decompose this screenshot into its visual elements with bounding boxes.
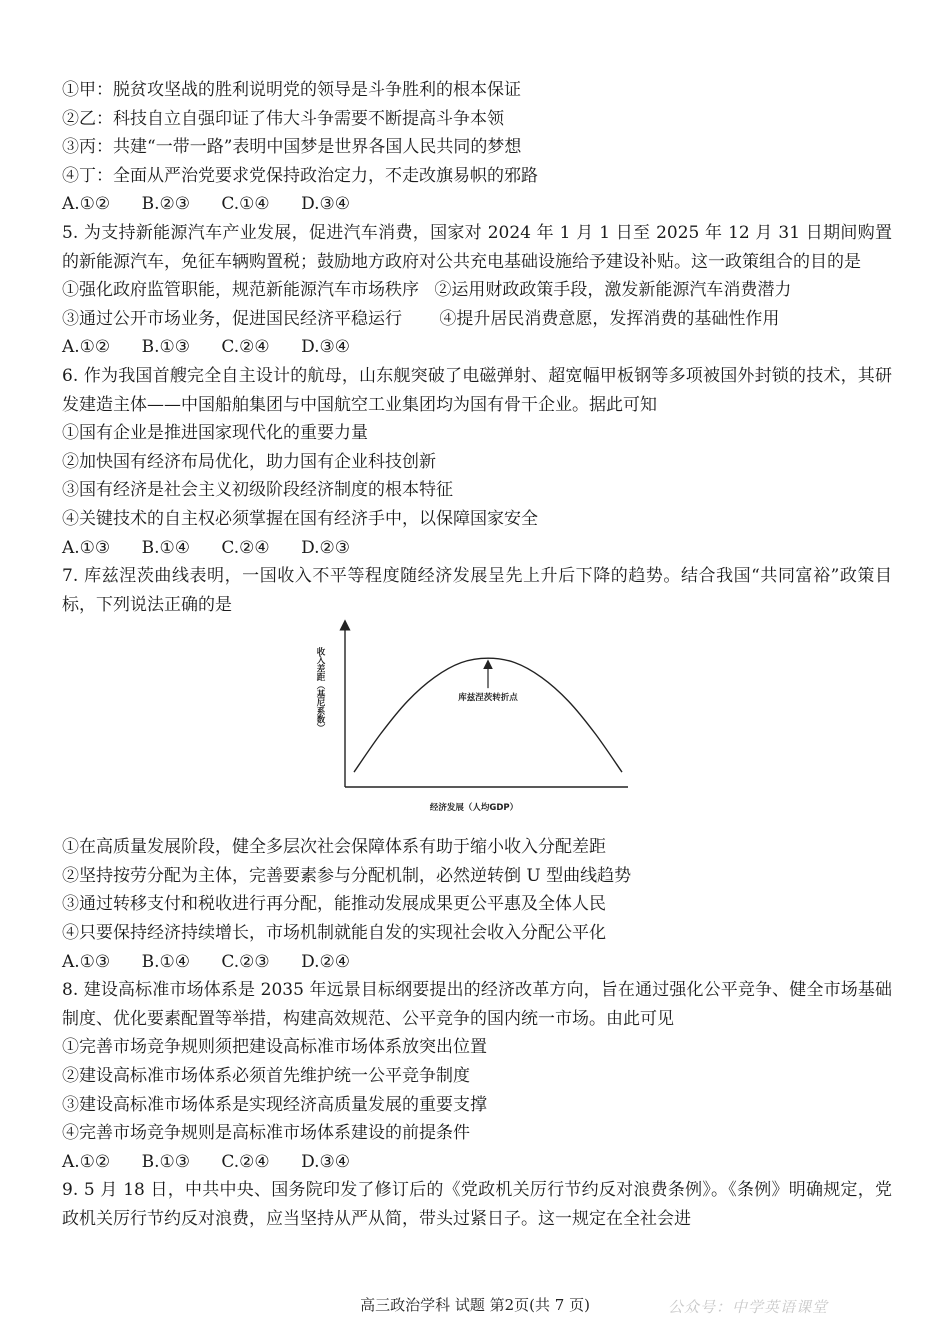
q5-option-b[interactable]: B.①③ [141, 337, 190, 358]
q7-item-2: ②坚持按劳分配为主体，完善要素参与分配机制，必然逆转倒 U 型曲线趋势 [62, 865, 632, 886]
q5-option-c[interactable]: C.②④ [221, 337, 270, 358]
kuznets-curve-chart [62, 619, 892, 833]
q8-item-3: ③建设高标准市场体系是实现经济高质量发展的重要支撑 [62, 1094, 487, 1115]
q7-option-b[interactable]: B.①④ [141, 951, 190, 972]
q7-stem: 7. 库兹涅茨曲线表明，一国收入不平等程度随经济发展呈先上升后下降的趋势。结合我国“共同富裕”政策目标，下列说法正确的是 [62, 566, 892, 615]
q6-option-a[interactable]: A.①③ [62, 537, 111, 558]
q8-option-a[interactable]: A.①② [62, 1151, 111, 1172]
q7-answer-options [62, 948, 892, 977]
q4-option-d[interactable]: D.③④ [301, 194, 350, 215]
q4-item-4: ④丁：全面从严治党要求党保持政治定力，不走改旗易帜的邪路 [62, 165, 538, 186]
q5-stem: 5. 为支持新能源汽车产业发展，促进汽车消费，国家对 2024 年 1 月 1 日至 2025 年 12 月 31 日期间购置的新能源汽车，免征车辆购置税；鼓励地方政府对公共充电基础设施给予建设补贴。这一政策组合的目的是 [62, 222, 892, 272]
q9-stem: 9. 5 月 18 日，中共中央、国务院印发了修订后的《党政机关厉行节约反对浪费条例》。《条例》明确规定，党政机关厉行节约反对浪费，应当坚持从严从简，带头过紧日子。这一规定在全社会进 [62, 1180, 892, 1229]
q5-item-2: ②运用财政政策手段，激发新能源汽车消费潜力 [434, 280, 792, 301]
y-axis-label: 收入差距（基尼系数） [315, 647, 325, 733]
exam-page [62, 76, 892, 1234]
q7-item-3: ③通过转移支付和税收进行再分配，能推动发展成果更公平惠及全体人民 [62, 894, 606, 915]
q6-option-c[interactable]: C.②④ [221, 537, 270, 558]
q6-item-1: ①国有企业是推进国家现代化的重要力量 [62, 423, 368, 444]
q4-item-1: ①甲：脱贫攻坚战的胜利说明党的领导是斗争胜利的根本保证 [62, 80, 521, 100]
q7-option-a[interactable]: A.①③ [62, 951, 111, 972]
q8-answer-options [62, 1148, 892, 1177]
q7-option-d[interactable]: D.②④ [301, 951, 350, 972]
q5-item-1: ①强化政府监管职能，规范新能源汽车市场秩序 [62, 280, 419, 301]
q6-item-3: ③国有经济是社会主义初级阶段经济制度的根本特征 [62, 480, 453, 501]
q4-option-b[interactable]: B.②③ [141, 194, 190, 215]
q4-option-c[interactable]: C.①④ [221, 194, 270, 215]
q4-option-a[interactable]: A.①② [62, 194, 111, 215]
q7-item-4: ④只要保持经济持续增长，市场机制就能自发的实现社会收入分配公平化 [62, 923, 606, 944]
q6-item-4: ④关键技术的自主权必须掌握在国有经济手中，以保障国家安全 [62, 508, 538, 529]
page-footer: 高三政治学科 试题 第2页(共 7 页) [360, 1296, 590, 1314]
q8-option-b[interactable]: B.①③ [141, 1151, 190, 1172]
q6-option-d[interactable]: D.②③ [301, 537, 350, 558]
q5-row-1 [62, 276, 892, 305]
kuznets-curve-svg [62, 619, 892, 833]
q5-option-a[interactable]: A.①② [62, 337, 111, 358]
q5-row-2 [62, 305, 892, 334]
q6-item-2: ②加快国有经济布局优化，助力国有企业科技创新 [62, 451, 436, 472]
q6-option-b[interactable]: B.①④ [141, 537, 190, 558]
q6-stem: 6. 作为我国首艘完全自主设计的航母，山东舰突破了电磁弹射、超宽幅甲板钢等多项被国外封锁的技术，其研发建造主体——中国船舶集团与中国航空工业集团均为国有骨干企业。据此可知 [62, 365, 892, 415]
q8-item-1: ①完善市场竞争规则须把建设高标准市场体系放突出位置 [62, 1037, 487, 1058]
q5-option-d[interactable]: D.③④ [301, 337, 350, 358]
q5-item-4: ④提升居民消费意愿，发挥消费的基础性作用 [439, 308, 780, 329]
x-axis-label: 经济发展（人均GDP） [429, 803, 519, 814]
q4-item-3: ③丙：共建“一带一路”表明中国梦是世界各国人民共同的梦想 [62, 137, 522, 158]
q4-item-2: ②乙：科技自立自强印证了伟大斗争需要不断提高斗争本领 [62, 108, 504, 129]
q5-item-3: ③通过公开市场业务，促进国民经济平稳运行 [62, 308, 402, 329]
q7-item-1: ①在高质量发展阶段，健全多层次社会保障体系有助于缩小收入分配差距 [62, 837, 606, 858]
turning-point-label: 库兹涅茨转折点 [458, 693, 518, 704]
q7-option-c[interactable]: C.②③ [221, 951, 270, 972]
q6-answer-options [62, 534, 892, 563]
watermark: 公众号：中学英语课堂 [668, 1298, 829, 1316]
q8-stem: 8. 建设高标准市场体系是 2035 年远景目标纲要提出的经济改革方向，旨在通过强化公平竞争、健全市场基础制度、优化要素配置等举措，构建高效规范、公平竞争的国内统一市场。由此可见 [62, 980, 892, 1029]
q8-option-c[interactable]: C.②④ [221, 1151, 270, 1172]
q8-item-2: ②建设高标准市场体系必须首先维护统一公平竞争制度 [62, 1066, 470, 1087]
q4-answer-options [62, 190, 892, 219]
q5-answer-options [62, 333, 892, 362]
q8-option-d[interactable]: D.③④ [301, 1151, 350, 1172]
q8-item-4: ④完善市场竞争规则是高标准市场体系建设的前提条件 [62, 1123, 470, 1144]
